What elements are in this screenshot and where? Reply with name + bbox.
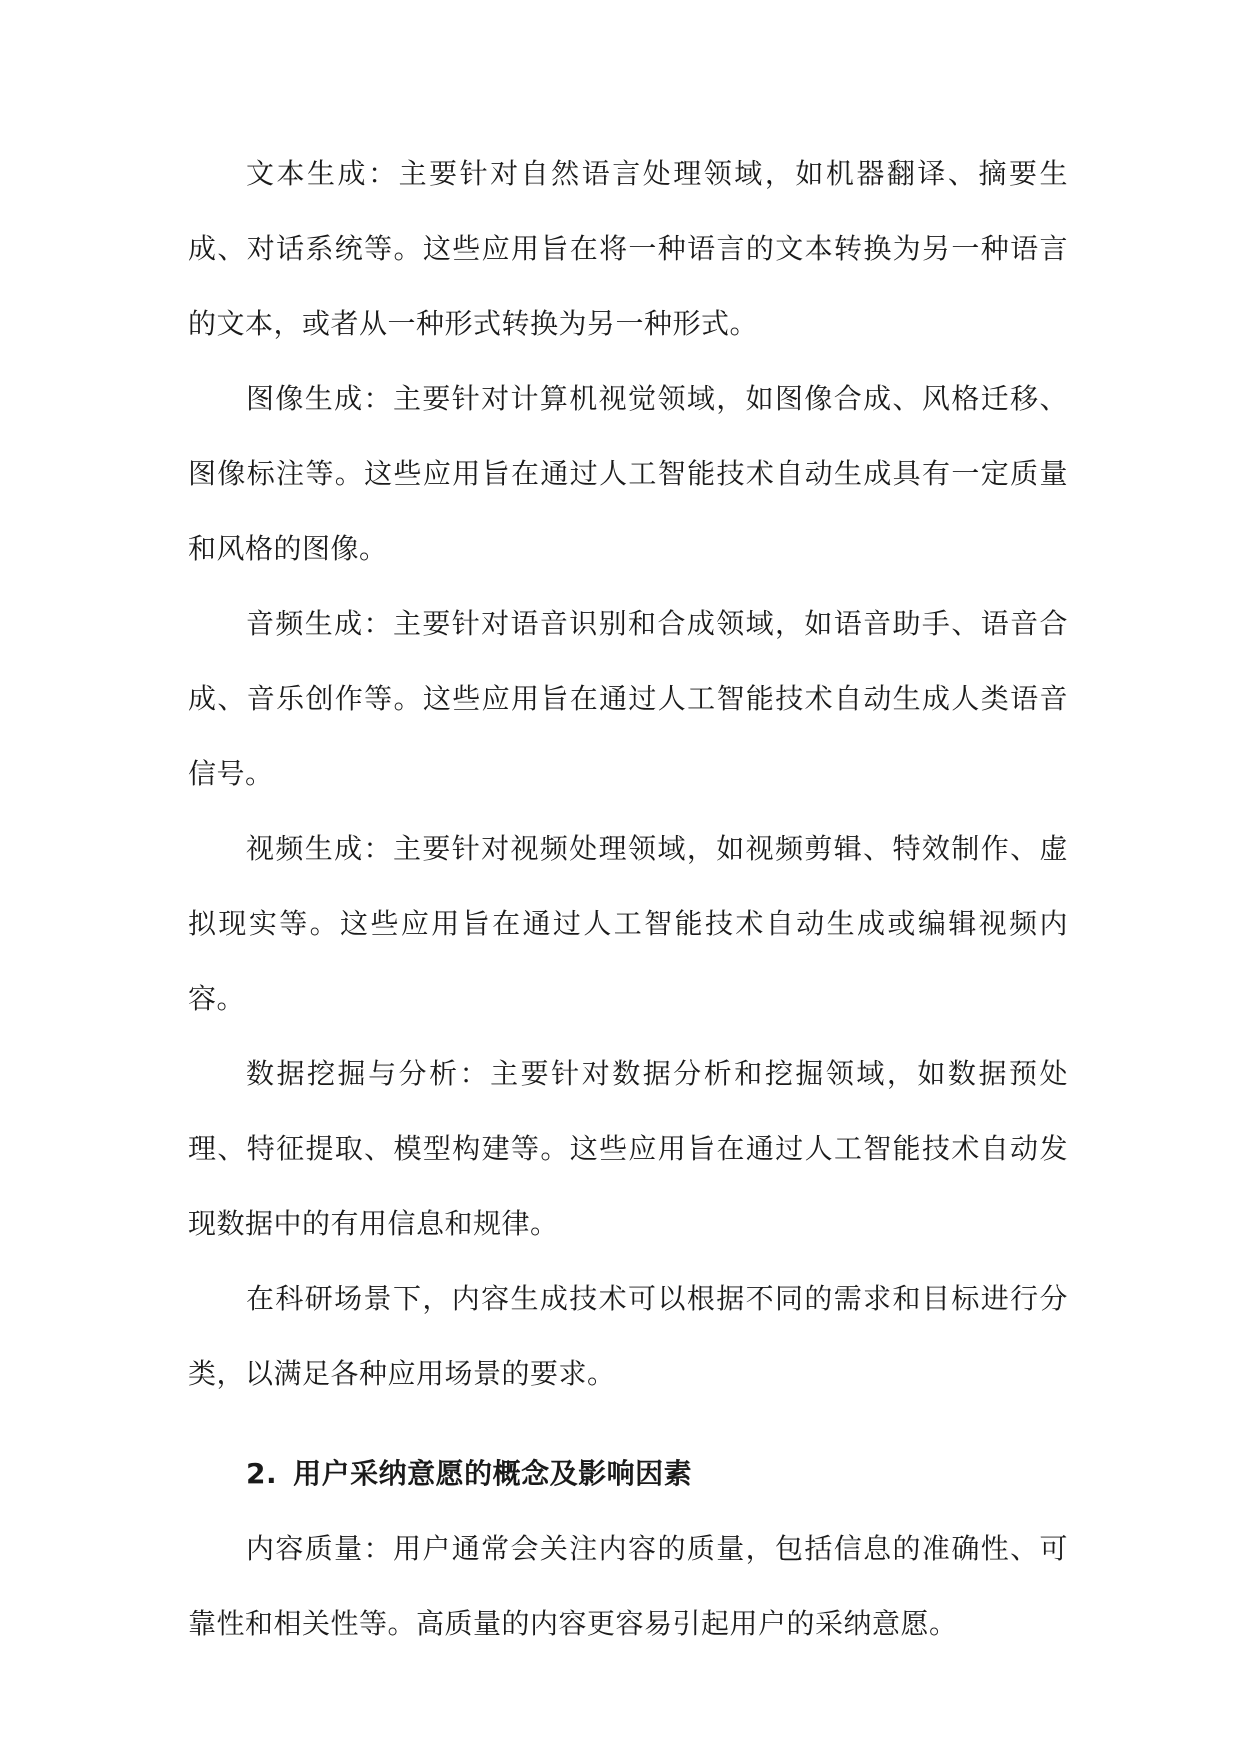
document-body	[188, 136, 1068, 1661]
section-heading	[188, 1436, 1068, 1511]
paragraph-image-generation: 图像生成：主要针对计算机视觉领域，如图像合成、风格迁移、图像标注等。这些应用旨在通过人工智能技术自动生成具有一定质量和风格的图像。	[188, 382, 1068, 565]
paragraph-content-quality: 内容质量：用户通常会关注内容的质量，包括信息的准确性、可靠性和相关性等。高质量的内容更容易引起用户的采纳意愿。	[188, 1532, 1068, 1640]
paragraph-classification-summary: 在科研场景下，内容生成技术可以根据不同的需求和目标进行分类，以满足各种应用场景的要求。	[188, 1282, 1068, 1390]
section-number: 2.	[246, 1457, 278, 1490]
paragraph-data-mining: 数据挖掘与分析：主要针对数据分析和挖掘领域，如数据预处理、特征提取、模型构建等。这些应用旨在通过人工智能技术自动发现数据中的有用信息和规律。	[188, 1057, 1068, 1240]
paragraph-audio-generation: 音频生成：主要针对语音识别和合成领域，如语音助手、语音合成、音乐创作等。这些应用旨在通过人工智能技术自动生成人类语音信号。	[188, 607, 1068, 790]
paragraph-text-generation: 文本生成：主要针对自然语言处理领域，如机器翻译、摘要生成、对话系统等。这些应用旨在将一种语言的文本转换为另一种语言的文本，或者从一种形式转换为另一种形式。	[188, 157, 1068, 340]
paragraph-video-generation: 视频生成：主要针对视频处理领域，如视频剪辑、特效制作、虚拟现实等。这些应用旨在通过人工智能技术自动生成或编辑视频内容。	[188, 832, 1068, 1015]
section-title: 用户采纳意愿的概念及影响因素	[293, 1457, 693, 1490]
